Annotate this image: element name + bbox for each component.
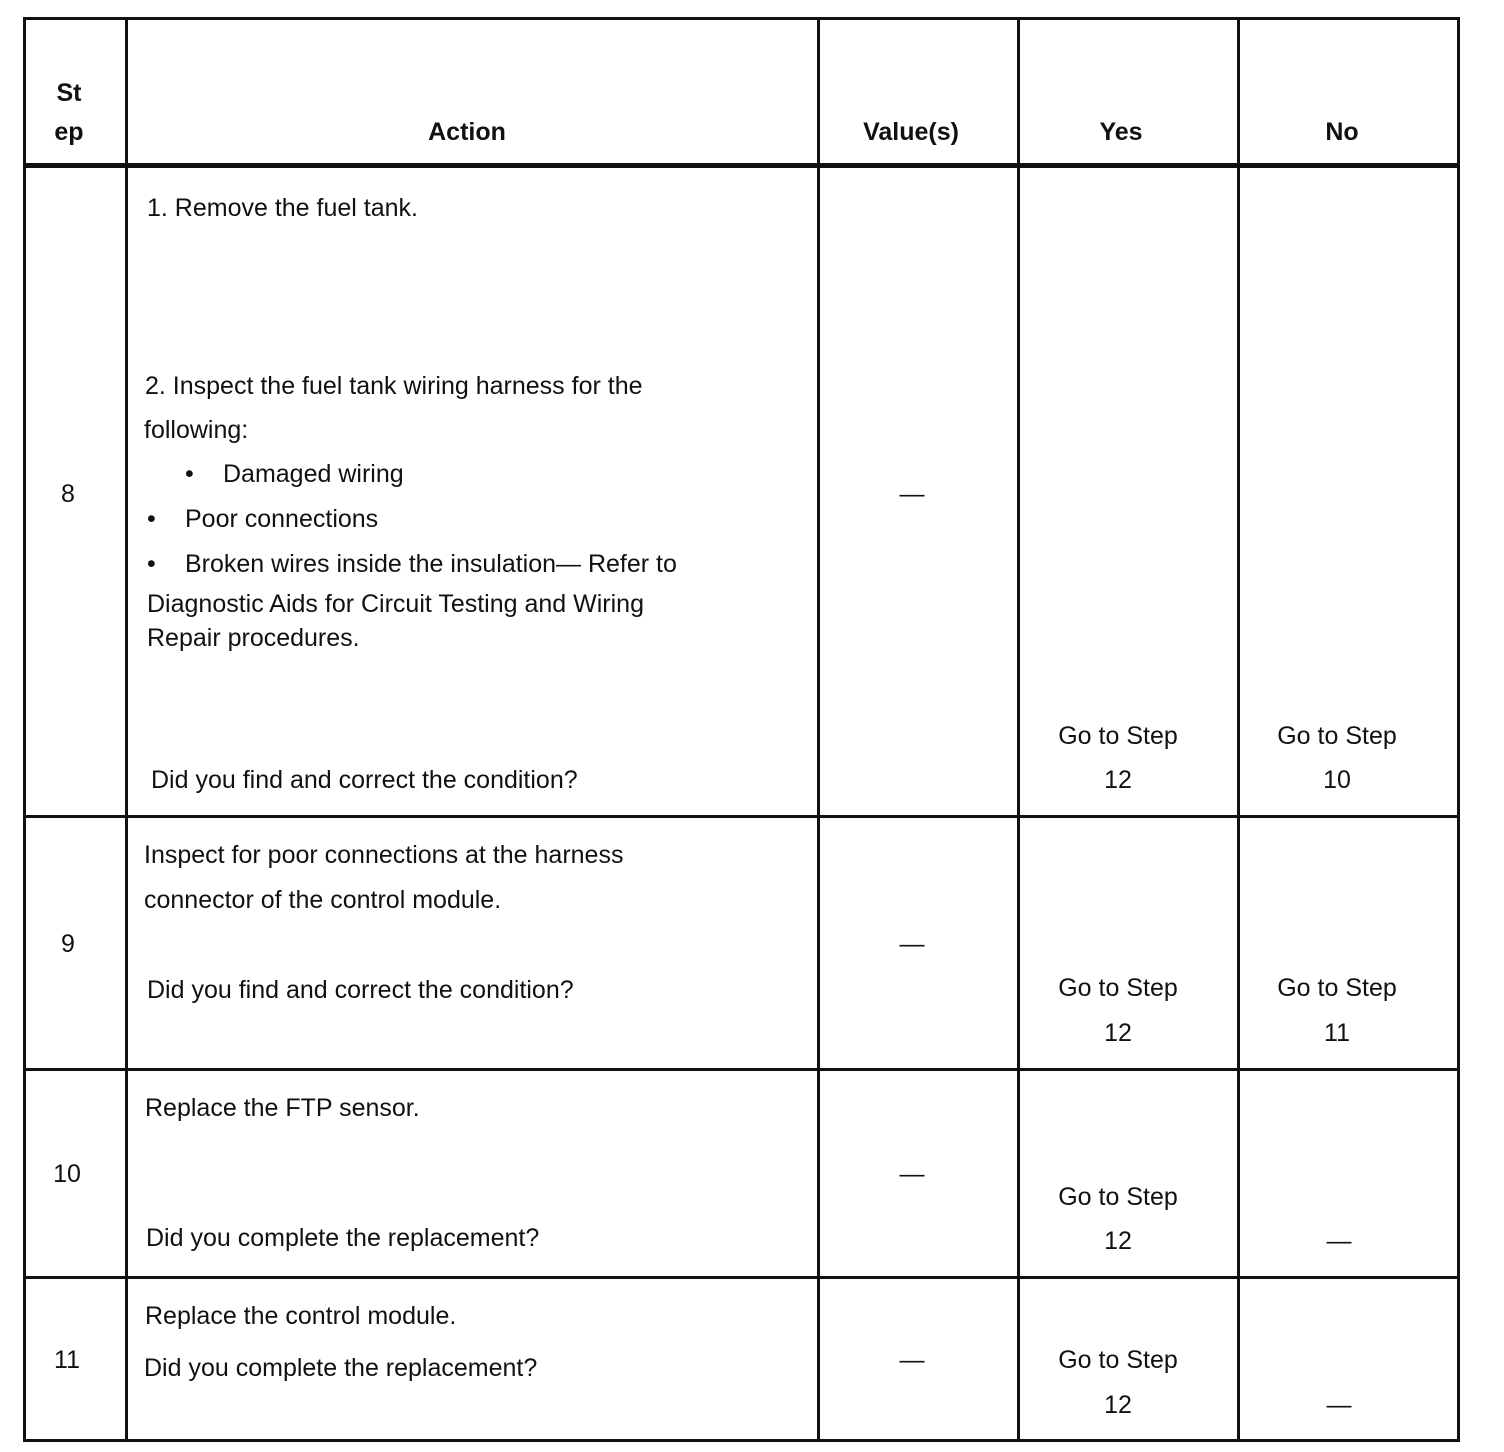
step-number: 11 — [54, 1346, 80, 1374]
no-cell: 11 — [1324, 1019, 1350, 1047]
action-text: 1. Remove the fuel tank. — [147, 194, 418, 222]
action-text: Replace the control module. — [145, 1302, 457, 1330]
header-step: St — [56, 79, 82, 107]
column-divider — [125, 17, 128, 1442]
action-text: Inspect for poor connections at the harness — [144, 841, 624, 869]
border-top — [23, 17, 1460, 20]
value-cell: — — [899, 1160, 925, 1188]
row-divider — [23, 1276, 1460, 1279]
action-text: Poor connections — [185, 505, 379, 533]
no-cell: 10 — [1323, 766, 1351, 794]
border-bottom — [23, 1439, 1460, 1442]
row-divider — [23, 1068, 1460, 1071]
action-text: 2. Inspect the fuel tank wiring harness for the — [145, 372, 643, 400]
yes-cell: Go to Step — [1058, 722, 1178, 750]
no-cell: Go to Step — [1277, 722, 1397, 750]
border-left — [23, 17, 26, 1442]
step-number: 10 — [53, 1160, 81, 1188]
yes-cell: Go to Step — [1058, 1183, 1178, 1211]
column-divider — [1017, 17, 1020, 1442]
yes-cell: 12 — [1104, 766, 1132, 794]
row-divider — [23, 815, 1460, 818]
action-text: Repair procedures. — [147, 624, 360, 652]
header-divider — [23, 163, 1460, 168]
no-cell: Go to Step — [1277, 974, 1397, 1002]
header-step: ep — [54, 118, 84, 146]
no-cell: — — [1326, 1391, 1352, 1419]
no-cell: — — [1326, 1227, 1352, 1255]
yes-cell: 12 — [1104, 1391, 1132, 1419]
yes-cell: Go to Step — [1058, 974, 1178, 1002]
action-text: Replace the FTP sensor. — [145, 1094, 420, 1122]
bullet-icon: • — [147, 550, 156, 578]
action-question: Did you complete the replacement? — [144, 1354, 538, 1382]
action-text: Diagnostic Aids for Circuit Testing and Wiring — [147, 590, 644, 618]
action-text: connector of the control module. — [144, 886, 502, 914]
bullet-icon: • — [147, 505, 156, 533]
yes-cell: 12 — [1104, 1019, 1132, 1047]
header-action: Action — [428, 118, 506, 146]
action-question: Did you complete the replacement? — [146, 1224, 540, 1252]
value-cell: — — [899, 1346, 925, 1374]
action-text: Damaged wiring — [223, 460, 404, 488]
column-divider — [817, 17, 820, 1442]
column-divider — [1237, 17, 1240, 1442]
action-text: Broken wires inside the insulation— Refer to — [185, 550, 677, 578]
border-right — [1457, 17, 1460, 1442]
value-cell: — — [899, 930, 925, 958]
header-no: No — [1325, 118, 1359, 146]
action-question: Did you find and correct the condition? — [147, 976, 574, 1004]
value-cell: — — [899, 480, 925, 508]
header-values: Value(s) — [863, 118, 959, 146]
step-number: 9 — [61, 930, 75, 958]
action-question: Did you find and correct the condition? — [151, 766, 578, 794]
bullet-icon: • — [185, 460, 194, 488]
action-text: following: — [144, 416, 249, 444]
step-number: 8 — [61, 480, 75, 508]
header-yes: Yes — [1099, 118, 1143, 146]
yes-cell: Go to Step — [1058, 1346, 1178, 1374]
yes-cell: 12 — [1104, 1227, 1132, 1255]
